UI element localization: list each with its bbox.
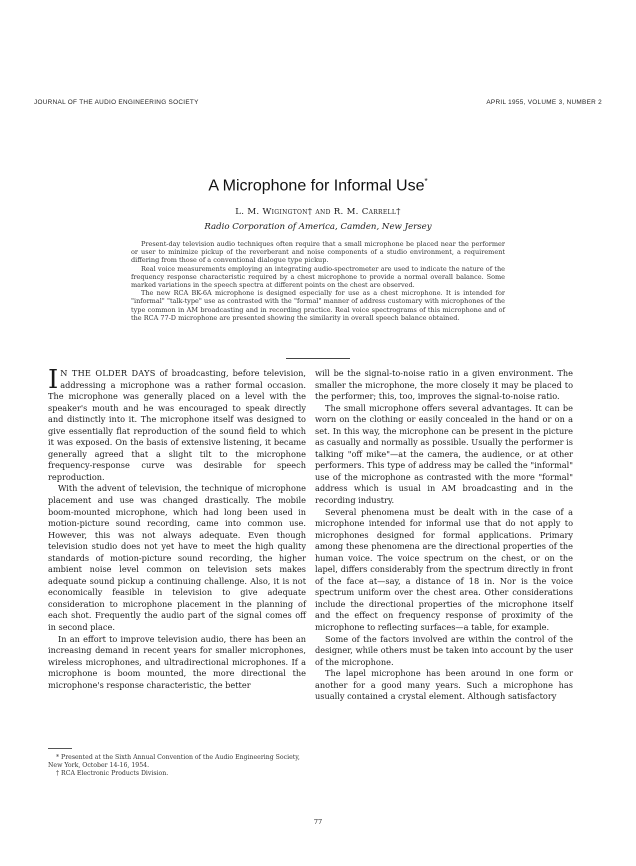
footnotes: [48, 754, 306, 779]
footnote: † RCA Electronic Products Division.: [56, 770, 169, 778]
lead-in-caps: N THE OLDER DAYS: [60, 368, 156, 378]
paper-title-text: A Microphone for Informal Use: [208, 177, 425, 195]
drop-cap: I: [48, 365, 59, 395]
body-paragraph: [48, 365, 307, 483]
body-paragraph: The lapel microphone has been around in one form or another for a good many years. Such a microphone has usually contained a crystal element. Although satisfactory: [315, 668, 573, 702]
issue-info: APRIL 1955, VOLUME 3, NUMBER 2: [486, 99, 602, 106]
paper-title: [0, 177, 636, 195]
abstract-paragraph: Present-day television audio techniques often require that a small microphone be placed near the performer or user to minimize pickup of the reverberant and noise components of a studio environment, a requirement differing from those of a conventional dialogue type pickup.: [131, 240, 505, 265]
footnote: * Presented at the Sixth Annual Convention of the Audio Engineering Society, New York, October 14-16, 1954.: [48, 754, 300, 770]
footnote-divider: [48, 748, 72, 749]
body-paragraph: With the advent of television, the technique of microphone placement and use was changed drastically. The mobile boom-mounted microphone, which had long been used in motion-picture sound recording, came into common use. However, this was not always adequate. Even though television studio does not yet have to meet the high quality standards of motion-picture sound recording, the higher ambient noise level common on television sets makes adequate sound pickup a continuing challenge. Also, it is not economically feasible in television to give adequate consideration to microphone placement in the planning of each shot. Frequently the audio part of the signal comes off in second place.: [48, 483, 306, 633]
body-paragraph: In an effort to improve television audio, there has been an increasing demand in recent years for smaller microphones, wireless microphones, and ultradirectional microphones. If a microphone is boom mounted, the more directional the microphone's response characteristic, the better: [48, 633, 306, 690]
abstract: [131, 240, 505, 322]
title-footnote-mark: *: [424, 177, 428, 186]
abstract-paragraph: The new RCA BK-6A microphone is designed especially for use as a chest microphone. It is intended for "informal" "talk-type" use as contrasted with the "formal" manner of address customary with microphones of the type common in AM broadcasting and in recording practice. Real voice spectrograms of this microphone and of the RCA 77-D microphone are presented showing the similarity in overall speech balance obtained.: [131, 289, 505, 322]
body-paragraph: The small microphone offers several advantages. It can be worn on the clothing or easily concealed in the hand or on a set. In this way, the microphone can be present in the picture as casually and normally as possible. Usually the performer is talking "off mike"—at the camera, the audience, or at other performers. This type of address may be called the "informal" use of the microphone as contrasted with the more "formal" address which is usual in AM broadcasting and in the recording industry.: [315, 402, 573, 506]
running-header: [34, 99, 602, 111]
abstract-paragraph: Real voice measurements employing an integrating audio-spectrometer are used to indicate the nature of the frequency response characteristic required by a chest microphone to provide a normal overall balance. Some marked variations in the speech spectra at different points on the chest are observed.: [131, 264, 505, 290]
affiliation: Radio Corporation of America, Camden, New Jersey: [204, 222, 432, 232]
body-paragraph: will be the signal-to-noise ratio in a given environment. The smaller the microphone, the more closely it may be placed to the performer; this, too, improves the signal-to-noise ratio.: [315, 368, 573, 402]
paragraph-text: of broadcasting, before television, addressing a microphone was a rather formal occasion. The microphone was generally placed on a level with the speaker's mouth and he was encouraged to speak directly and distinctly into it. The microphone itself was designed to give essentially flat reproduction of the sound field to which it was exposed. On the basis of extensive listening, it became generally agreed that a slight tilt to the microphone frequency-response curve was desirable for speech reproduction.: [48, 368, 307, 482]
body-paragraph: Several phenomena must be dealt with in the case of a microphone intended for informal use that do not apply to microphones designed for formal applications. Primary among these phenomena are the directional properties of the human voice. The voice spectrum on the chest, or on the lapel, differs considerably from the spectrum directly in front of the face at—say, a distance of 18 in. Nor is the voice spectrum uniform over the chest area. Other considerations include the directional properties of the microphone itself and the effect on frequency response of proximity of the microphone to reflecting surfaces—a table, for example.: [315, 506, 573, 633]
page-number: 77: [313, 818, 323, 826]
authors: L. M. Wigington† and R. M. Carrell†: [235, 207, 401, 217]
body-column-left: [48, 365, 307, 691]
section-divider: [286, 358, 350, 359]
body-column-right: [315, 368, 573, 703]
body-paragraph: Some of the factors involved are within the control of the designer, while others must be taken into account by the user of the microphone.: [315, 633, 573, 667]
journal-name: JOURNAL OF THE AUDIO ENGINEERING SOCIETY: [34, 99, 199, 106]
